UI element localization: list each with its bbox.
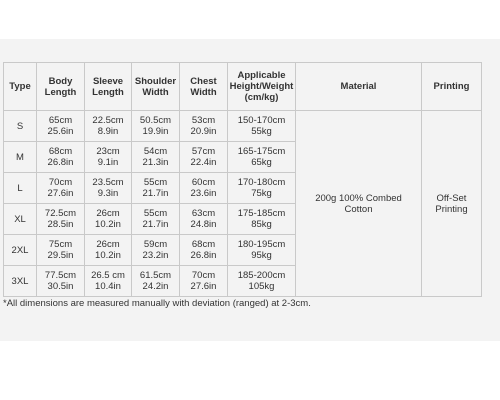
chest-width-cell: 70cm 27.6in: [180, 266, 228, 297]
shoulder-width-cell: 54cm 21.3in: [132, 142, 180, 173]
header-shoulder-width: Shoulder Width: [132, 63, 180, 111]
height-weight-cell: 165-175cm 65kg: [228, 142, 296, 173]
header-printing: Printing: [422, 63, 482, 111]
shoulder-width-cell: 55cm 21.7in: [132, 173, 180, 204]
shoulder-width-cell: 55cm 21.7in: [132, 204, 180, 235]
header-type: Type: [4, 63, 37, 111]
sleeve-length-cell: 22.5cm 8.9in: [85, 111, 132, 142]
height-weight-cell: 180-195cm 95kg: [228, 235, 296, 266]
size-type: L: [4, 173, 37, 204]
chest-width-cell: 53cm 20.9in: [180, 111, 228, 142]
table-row: [4, 111, 482, 142]
body-length-cell: 77.5cm 30.5in: [37, 266, 85, 297]
body-length-cell: 70cm 27.6in: [37, 173, 85, 204]
header-body-length: Body Length: [37, 63, 85, 111]
size-chart-table: [3, 62, 482, 297]
shoulder-width-cell: 50.5cm 19.9in: [132, 111, 180, 142]
size-type: XL: [4, 204, 37, 235]
sleeve-length-cell: 26cm 10.2in: [85, 235, 132, 266]
shoulder-width-cell: 61.5cm 24.2in: [132, 266, 180, 297]
body-length-cell: 68cm 26.8in: [37, 142, 85, 173]
height-weight-cell: 150-170cm 55kg: [228, 111, 296, 142]
height-weight-cell: 170-180cm 75kg: [228, 173, 296, 204]
sleeve-length-cell: 23.5cm 9.3in: [85, 173, 132, 204]
size-type: 2XL: [4, 235, 37, 266]
material-cell: 200g 100% Combed Cotton: [296, 111, 422, 297]
sleeve-length-cell: 26.5 cm 10.4in: [85, 266, 132, 297]
body-length-cell: 72.5cm 28.5in: [37, 204, 85, 235]
measurement-note: *All dimensions are measured manually with deviation (ranged) at 2-3cm.: [3, 298, 311, 309]
header-height-weight: Applicable Height/Weight (cm/kg): [228, 63, 296, 111]
height-weight-cell: 185-200cm 105kg: [228, 266, 296, 297]
chest-width-cell: 63cm 24.8in: [180, 204, 228, 235]
sleeve-length-cell: 23cm 9.1in: [85, 142, 132, 173]
header-row: [4, 63, 482, 111]
header-sleeve-length: Sleeve Length: [85, 63, 132, 111]
chest-width-cell: 57cm 22.4in: [180, 142, 228, 173]
chest-width-cell: 60cm 23.6in: [180, 173, 228, 204]
header-material: Material: [296, 63, 422, 111]
sleeve-length-cell: 26cm 10.2in: [85, 204, 132, 235]
size-type: S: [4, 111, 37, 142]
body-length-cell: 65cm 25.6in: [37, 111, 85, 142]
height-weight-cell: 175-185cm 85kg: [228, 204, 296, 235]
chest-width-cell: 68cm 26.8in: [180, 235, 228, 266]
shoulder-width-cell: 59cm 23.2in: [132, 235, 180, 266]
size-type: 3XL: [4, 266, 37, 297]
header-chest-width: Chest Width: [180, 63, 228, 111]
body-length-cell: 75cm 29.5in: [37, 235, 85, 266]
size-type: M: [4, 142, 37, 173]
printing-cell: Off-Set Printing: [422, 111, 482, 297]
